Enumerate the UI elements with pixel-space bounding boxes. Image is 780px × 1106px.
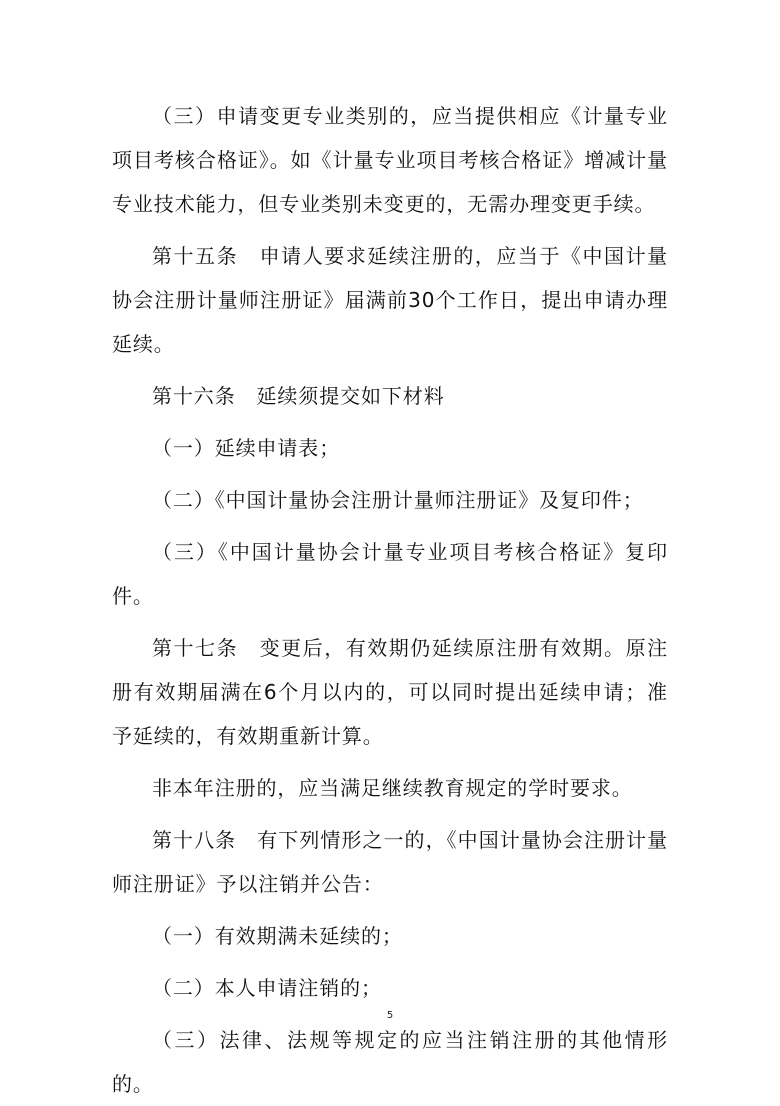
paragraph-article-18-item-3: （三）法律、法规等规定的应当注销注册的其他情形的。 — [112, 1028, 668, 1096]
paragraph-article-18: 第十八条 有下列情形之一的，《中国计量协会注册计量师注册证》予以注销并公告： — [112, 828, 668, 896]
paragraph-article-18-item-2: （二）本人申请注销的； — [152, 976, 382, 1000]
paragraph-article-16-item-1: （一）延续申请表； — [152, 436, 341, 460]
document-body — [112, 94, 668, 1106]
paragraph-article-16-item-2: （二）《中国计量协会注册计量师注册证》及复印件； — [152, 488, 644, 512]
paragraph-article-18-item-1: （一）有效期满未延续的； — [152, 924, 403, 948]
paragraph-article-16-item-3: （三）《中国计量协会计量专业项目考核合格证》复印件。 — [112, 540, 668, 608]
page-number: 5 — [386, 1010, 394, 1021]
paragraph-article-14-item-3: （三）申请变更专业类别的，应当提供相应《计量专业项目考核合格证》。如《计量专业项目考核合格证》增减计量专业技术能力，但专业类别未变更的，无需办理变更手续。 — [112, 104, 668, 216]
paragraph-article-17-note: 非本年注册的，应当满足继续教育规定的学时要求。 — [152, 776, 633, 800]
paragraph-article-17: 第十七条 变更后，有效期仍延续原注册有效期。原注册有效期届满在6个月以内的，可以同时提出延续申请；准予延续的，有效期重新计算。 — [112, 636, 668, 748]
paragraph-article-15: 第十五条 申请人要求延续注册的，应当于《中国计量协会注册计量师注册证》届满前30个工作日，提出申请办理延续。 — [112, 244, 668, 356]
paragraph-article-16: 第十六条 延续须提交如下材料 — [152, 384, 445, 408]
